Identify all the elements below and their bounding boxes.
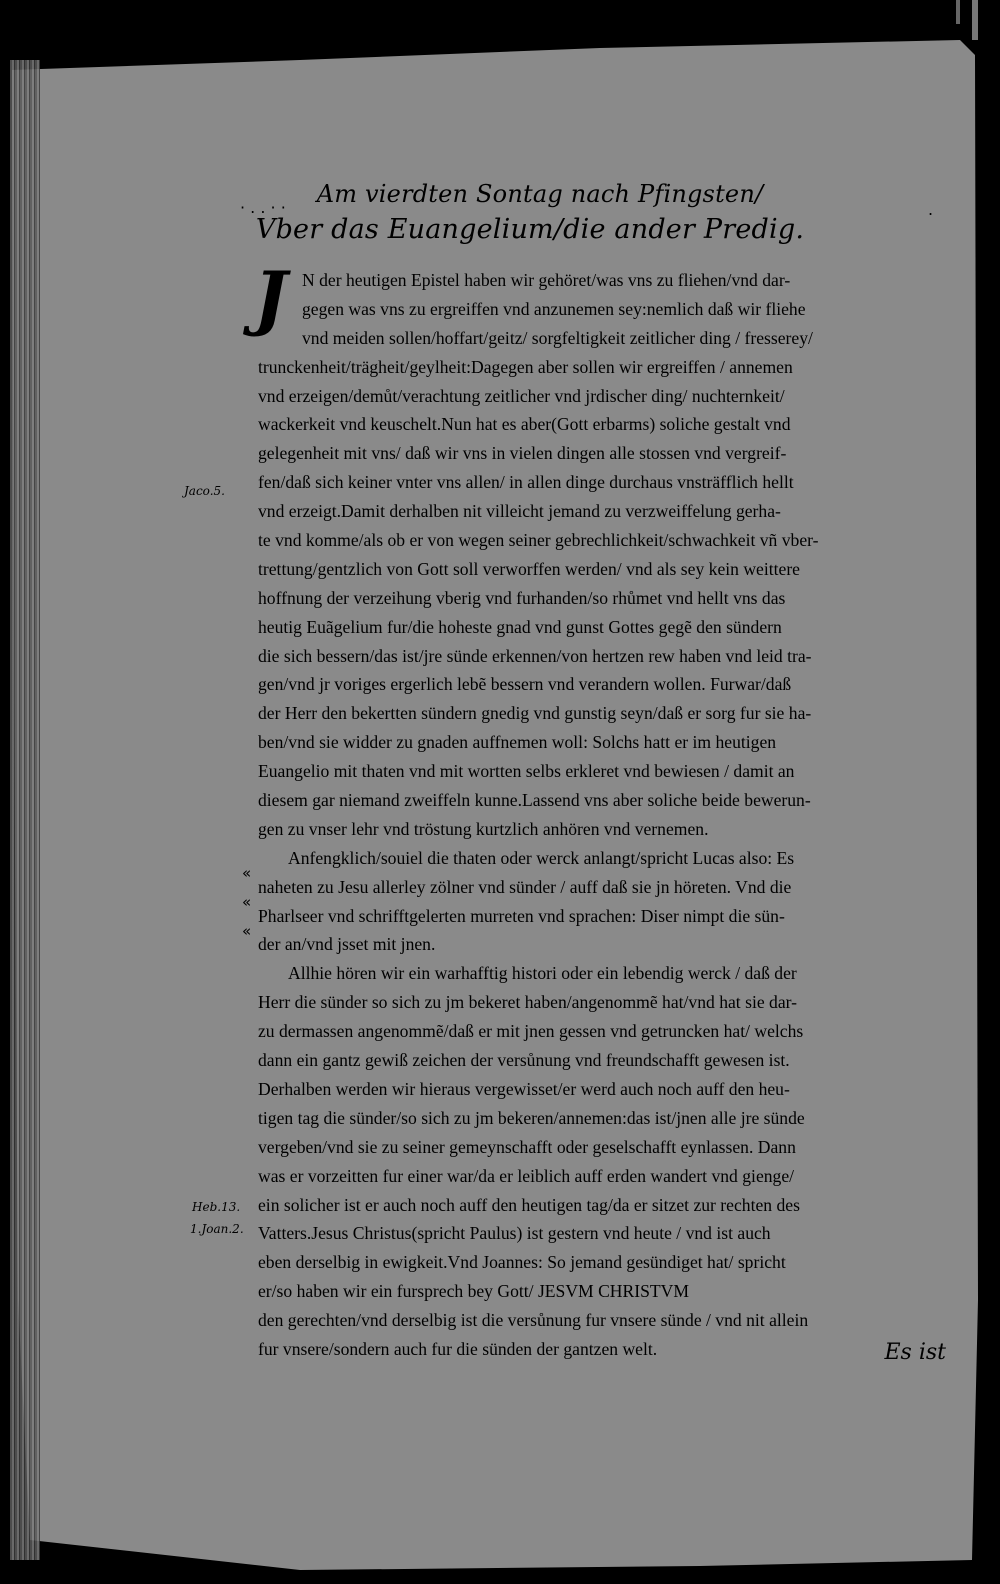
quote-mark: « bbox=[242, 893, 252, 911]
catchword: Es ist bbox=[884, 1340, 946, 1365]
text-line: gen zu vnser lehr vnd tröstung kurtzlich anhören vnd vernemen. bbox=[258, 818, 709, 839]
page-heading-line-1: Am vierdten Sontag nach Pfingsten/ bbox=[316, 180, 764, 208]
ornament-dots: · . . · · bbox=[240, 198, 286, 217]
text-line: naheten zu Jesu allerley zölner vnd sünder / auff daß sie jn höreten. Vnd die bbox=[258, 876, 792, 897]
text-line: te vnd komme/als ob er von wegen seiner gebrechlichkeit/schwachkeit vñ vber- bbox=[258, 530, 819, 551]
text-line: gen/vnd jr voriges ergerlich lebẽ bessern vnd verandern wollen. Furwar/daß bbox=[258, 674, 792, 695]
margin-note-joan: 1.Joan.2. bbox=[190, 1222, 244, 1236]
text-line: der an/vnd jsset mit jnen. bbox=[258, 934, 436, 955]
text-line: trunckenheit/trägheit/geylheit:Dagegen aber sollen wir ergreiffen / annemen bbox=[258, 356, 793, 377]
text-line: fur vnsere/sondern auch fur die sünden der gantzen welt. bbox=[258, 1338, 658, 1359]
text-line: Herr die sünder so sich zu jm bekeret haben/angenommẽ hat/vnd hat sie dar- bbox=[258, 992, 798, 1013]
text-line: ein solicher ist er auch noch auff den heutigen tag/da er sitzet zur rechten des bbox=[258, 1194, 800, 1215]
text-line: gelegenheit mit vns/ daß wir vns in vielen dingen alle stossen vnd vergreif- bbox=[258, 443, 787, 464]
text-line: er/so haben wir ein fursprech bey Gott/ JESVM CHRISTVM bbox=[258, 1281, 689, 1302]
text-line: N der heutigen Epistel haben wir gehöret/was vns zu fliehen/vnd dar- bbox=[302, 270, 791, 290]
text-line: der Herr den bekertten sündern gnedig vnd gunstig seyn/daß er sorg fur sie ha- bbox=[258, 703, 812, 724]
page-heading-line-2: Vber das Euangelium/die ander Predig. bbox=[255, 214, 805, 245]
drop-capital: J bbox=[254, 256, 288, 339]
margin-note-jaco: Jaco.5. bbox=[184, 484, 225, 498]
text-line: diesem gar niemand zweiffeln kunne.Lassend vns aber soliche beide bewerun- bbox=[258, 790, 811, 811]
margin-note-heb: Heb.13. bbox=[192, 1200, 241, 1214]
quote-mark: « bbox=[242, 922, 252, 940]
text-line: hoffnung der verzeihung vberig vnd furhanden/so rhůmet vnd hellt vns das bbox=[258, 587, 786, 608]
text-line: gegen was vns zu ergreiffen vnd anzunemen sey:nemlich daß wir fliehe bbox=[302, 298, 806, 319]
text-line: Pharlseer vnd schrifftgelerten murreten vnd sprachen: Diser nimpt die sün- bbox=[258, 905, 785, 926]
text-line: heutig Euãgelium fur/die hoheste gnad vnd gunst Gottes gegẽ den sündern bbox=[258, 616, 782, 637]
text-line: zu dermassen angenommẽ/daß er mit jnen gessen vnd getruncken hat/ welchs bbox=[258, 1021, 804, 1042]
text-line: Anfengklich/souiel die thaten oder werck anlangt/spricht Lucas also: Es bbox=[288, 847, 795, 868]
text-line: wackerkeit vnd keuschelt.Nun hat es aber(Gott erbarms) soliche gestalt vnd bbox=[258, 414, 791, 435]
text-line: Allhie hören wir ein warhafftig histori oder ein lebendig werck / daß der bbox=[288, 963, 797, 984]
quote-mark: « bbox=[242, 864, 252, 882]
text-line: fen/daß sich keiner vnter vns allen/ in allen dinge durchaus vnsträfflich hellt bbox=[258, 472, 794, 493]
text-line: vergeben/vnd sie zu seiner gemeynschafft oder geselschafft eynlassen. Dann bbox=[258, 1136, 796, 1157]
body-text bbox=[258, 266, 946, 1364]
text-line: die sich bessern/das ist/jre sünde erkennen/von hertzen rew haben vnd leid tra- bbox=[258, 645, 812, 666]
text-line: trettung/gentzlich von Gott soll verworffen werden/ vnd als sey kein weittere bbox=[258, 558, 800, 579]
text-line: ben/vnd sie widder zu gnaden auffnemen woll: Solchs hatt er im heutigen bbox=[258, 732, 777, 753]
text-line: dann ein gantz gewiß zeichen der versůnung vnd freundschafft gewesen ist. bbox=[258, 1050, 790, 1071]
text-line: eben derselbig in ewigkeit.Vnd Joannes: So jemand gesündiget hat/ spricht bbox=[258, 1252, 786, 1273]
ornament-dot: . bbox=[928, 200, 934, 219]
text-line: den gerechten/vnd derselbig ist die versůnung fur vnsere sünde / vnd nit allein bbox=[258, 1310, 809, 1331]
text-line: vnd erzeigen/demůt/verachtung zeitlicher vnd jrdischer ding/ nuchternkeit/ bbox=[258, 385, 785, 406]
text-line: vnd erzeigt.Damit derhalben nit villeicht jemand zu verzweiffelung gerha- bbox=[258, 501, 781, 522]
text-line: tigen tag die sünder/so sich zu jm bekeren/annemen:das ist/jnen alle jre sünde bbox=[258, 1107, 805, 1128]
text-line: vnd meiden sollen/hoffart/geitz/ sorgfeltigkeit zeitlicher ding / fresserey/ bbox=[302, 327, 813, 348]
text-line: Euangelio mit thaten vnd mit wortten selbs erkleret vnd bewiesen / damit an bbox=[258, 761, 795, 782]
text-line: was er vorzeitten fur einer war/da er leiblich auff erden wandert vnd gienge/ bbox=[258, 1165, 795, 1186]
text-line: Derhalben werden wir hieraus vergewisset/er werd auch noch auff den heu- bbox=[258, 1078, 790, 1099]
text-line: Vatters.Jesus Christus(spricht Paulus) ist gestern vnd heute / vnd ist auch bbox=[258, 1223, 771, 1244]
